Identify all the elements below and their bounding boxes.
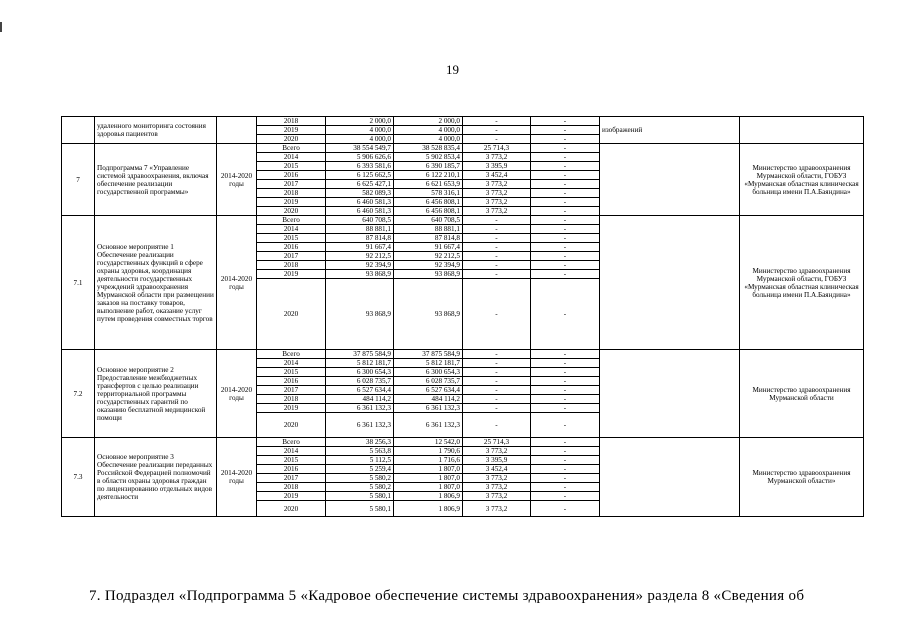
page-number: 19 xyxy=(446,62,459,77)
federal-budget-cell: - xyxy=(463,234,531,243)
year-cell: 2019 xyxy=(257,270,326,279)
federal-budget-cell: 3 773,2 xyxy=(463,483,531,492)
row-number-cell xyxy=(62,117,95,144)
federal-budget-cell: 3 773,2 xyxy=(463,447,531,456)
total-cell: 6 393 581,6 xyxy=(326,162,394,171)
other-sources-cell: - xyxy=(531,413,600,438)
year-cell: 2018 xyxy=(257,189,326,198)
other-sources-cell: - xyxy=(531,180,600,189)
other-sources-cell: - xyxy=(531,447,600,456)
other-sources-cell: - xyxy=(531,261,600,270)
other-sources-cell: - xyxy=(531,234,600,243)
table-body xyxy=(62,117,864,517)
federal-budget-cell: - xyxy=(463,261,531,270)
year-cell: 2014 xyxy=(257,225,326,234)
row-number-cell: 7.1 xyxy=(62,216,95,350)
page-edge-mark xyxy=(0,22,2,32)
regional-budget-cell: 6 621 653,9 xyxy=(394,180,463,189)
regional-budget-cell: 2 000,0 xyxy=(394,117,463,126)
total-cell: 5 580,2 xyxy=(326,474,394,483)
other-sources-cell: - xyxy=(531,359,600,368)
regional-budget-cell: 1 790,6 xyxy=(394,447,463,456)
total-cell: 6 300 654,3 xyxy=(326,368,394,377)
regional-budget-cell: 1 806,9 xyxy=(394,501,463,517)
table-row xyxy=(62,144,864,153)
year-cell: 2017 xyxy=(257,180,326,189)
year-cell: 2016 xyxy=(257,465,326,474)
year-cell: 2017 xyxy=(257,386,326,395)
total-cell: 5 259,4 xyxy=(326,465,394,474)
year-cell: 2019 xyxy=(257,404,326,413)
year-cell: 2018 xyxy=(257,483,326,492)
other-sources-cell: - xyxy=(531,216,600,225)
other-sources-cell: - xyxy=(531,395,600,404)
row-number-cell: 7.3 xyxy=(62,438,95,517)
regional-budget-cell: 578 316,1 xyxy=(394,189,463,198)
year-cell: 2017 xyxy=(257,474,326,483)
regional-budget-cell: 92 212,5 xyxy=(394,252,463,261)
year-cell: 2020 xyxy=(257,135,326,144)
activity-name-cell: Основное мероприятие 3 Обеспечение реализации переданных Российской Федерацией полномочий в области охраны здоровья граждан по лицензированию отдельных видов деятельности xyxy=(95,438,217,517)
other-sources-cell: - xyxy=(531,270,600,279)
regional-budget-cell: 92 394,9 xyxy=(394,261,463,270)
regional-budget-cell: 1 807,0 xyxy=(394,474,463,483)
other-sources-cell: - xyxy=(531,368,600,377)
year-cell: 2019 xyxy=(257,126,326,135)
federal-budget-cell: 3 773,2 xyxy=(463,153,531,162)
total-cell: 582 089,3 xyxy=(326,189,394,198)
total-cell: 6 125 662,5 xyxy=(326,171,394,180)
other-sources-cell: - xyxy=(531,474,600,483)
other-sources-cell: - xyxy=(531,207,600,216)
total-cell: 38 256,3 xyxy=(326,438,394,447)
total-cell: 37 875 584,9 xyxy=(326,350,394,359)
total-cell: 4 000,0 xyxy=(326,126,394,135)
year-cell: 2018 xyxy=(257,261,326,270)
regional-budget-cell: 6 361 132,3 xyxy=(394,404,463,413)
federal-budget-cell: 25 714,3 xyxy=(463,438,531,447)
year-cell: 2020 xyxy=(257,207,326,216)
table-row xyxy=(62,438,864,447)
year-cell: 2015 xyxy=(257,456,326,465)
year-cell: 2020 xyxy=(257,501,326,517)
federal-budget-cell: - xyxy=(463,359,531,368)
year-cell: 2017 xyxy=(257,252,326,261)
responsible-cell xyxy=(740,117,864,144)
federal-budget-cell: 3 773,2 xyxy=(463,189,531,198)
total-cell: 2 000,0 xyxy=(326,117,394,126)
year-cell: 2018 xyxy=(257,117,326,126)
total-cell: 5 812 181,7 xyxy=(326,359,394,368)
total-cell: 92 212,5 xyxy=(326,252,394,261)
total-cell: 6 527 634,4 xyxy=(326,386,394,395)
other-sources-cell: - xyxy=(531,126,600,135)
other-sources-cell: - xyxy=(531,350,600,359)
other-sources-cell: - xyxy=(531,252,600,261)
regional-budget-cell: 4 000,0 xyxy=(394,135,463,144)
total-cell: 38 554 549,7 xyxy=(326,144,394,153)
result-cell xyxy=(600,216,740,350)
federal-budget-cell: - xyxy=(463,395,531,404)
other-sources-cell: - xyxy=(531,501,600,517)
year-cell: 2015 xyxy=(257,162,326,171)
year-cell: Всего xyxy=(257,438,326,447)
regional-budget-cell: 6 122 210,1 xyxy=(394,171,463,180)
total-cell: 484 114,2 xyxy=(326,395,394,404)
total-cell: 6 625 427,1 xyxy=(326,180,394,189)
regional-budget-cell: 6 527 634,4 xyxy=(394,386,463,395)
year-cell: 2018 xyxy=(257,395,326,404)
result-cell xyxy=(600,144,740,216)
row-number-cell: 7 xyxy=(62,144,95,216)
other-sources-cell: - xyxy=(531,144,600,153)
year-cell: 2014 xyxy=(257,447,326,456)
period-cell xyxy=(217,117,257,144)
responsible-cell: Министерство здравоохранения Мурманской области xyxy=(740,350,864,438)
federal-budget-cell: 3 773,2 xyxy=(463,207,531,216)
total-cell: 5 906 626,6 xyxy=(326,153,394,162)
table-row xyxy=(62,117,864,126)
federal-budget-cell: 3 773,2 xyxy=(463,180,531,189)
regional-budget-cell: 37 875 584,9 xyxy=(394,350,463,359)
federal-budget-cell: - xyxy=(463,368,531,377)
year-cell: 2015 xyxy=(257,368,326,377)
total-cell: 5 580,1 xyxy=(326,501,394,517)
other-sources-cell: - xyxy=(531,225,600,234)
other-sources-cell: - xyxy=(531,438,600,447)
federal-budget-cell: - xyxy=(463,135,531,144)
responsible-cell: Министерство здравоохранения Мурманской области, ГОБУЗ «Мурманская областная клиническая больница имени П.А.Баяндина» xyxy=(740,216,864,350)
total-cell: 93 868,9 xyxy=(326,279,394,350)
year-cell: 2016 xyxy=(257,171,326,180)
total-cell: 6 460 581,3 xyxy=(326,207,394,216)
federal-budget-cell: 3 395,9 xyxy=(463,162,531,171)
federal-budget-cell: 3 773,2 xyxy=(463,474,531,483)
federal-budget-cell: - xyxy=(463,386,531,395)
regional-budget-cell: 640 708,5 xyxy=(394,216,463,225)
federal-budget-cell: - xyxy=(463,126,531,135)
year-cell: 2019 xyxy=(257,198,326,207)
regional-budget-cell: 12 542,0 xyxy=(394,438,463,447)
federal-budget-cell: - xyxy=(463,243,531,252)
total-cell: 91 667,4 xyxy=(326,243,394,252)
total-cell: 92 394,9 xyxy=(326,261,394,270)
federal-budget-cell: 3 773,2 xyxy=(463,492,531,501)
other-sources-cell: - xyxy=(531,198,600,207)
regional-budget-cell: 93 868,9 xyxy=(394,279,463,350)
other-sources-cell: - xyxy=(531,492,600,501)
federal-budget-cell: - xyxy=(463,270,531,279)
regional-budget-cell: 6 361 132,3 xyxy=(394,413,463,438)
federal-budget-cell: 3 452,4 xyxy=(463,171,531,180)
federal-budget-cell: 25 714,3 xyxy=(463,144,531,153)
result-cell xyxy=(600,350,740,438)
footer-text: 7. Подраздел «Подпрограмма 5 «Кадровое обеспечение системы здравоохранения» раздела 8 «Сведения об xyxy=(89,588,805,604)
other-sources-cell: - xyxy=(531,279,600,350)
regional-budget-cell: 88 881,1 xyxy=(394,225,463,234)
regional-budget-cell: 484 114,2 xyxy=(394,395,463,404)
other-sources-cell: - xyxy=(531,117,600,126)
federal-budget-cell: - xyxy=(463,225,531,234)
other-sources-cell: - xyxy=(531,404,600,413)
result-cell xyxy=(600,438,740,517)
federal-budget-cell: 3 395,9 xyxy=(463,456,531,465)
period-cell: 2014-2020 годы xyxy=(217,438,257,517)
total-cell: 5 112,5 xyxy=(326,456,394,465)
year-cell: Всего xyxy=(257,216,326,225)
federal-budget-cell: 3 773,2 xyxy=(463,198,531,207)
year-cell: 2016 xyxy=(257,377,326,386)
regional-budget-cell: 6 390 185,7 xyxy=(394,162,463,171)
other-sources-cell: - xyxy=(531,377,600,386)
total-cell: 4 000,0 xyxy=(326,135,394,144)
year-cell: 2019 xyxy=(257,492,326,501)
regional-budget-cell: 93 868,9 xyxy=(394,270,463,279)
other-sources-cell: - xyxy=(531,456,600,465)
regional-budget-cell: 1 716,6 xyxy=(394,456,463,465)
year-cell: 2020 xyxy=(257,279,326,350)
result-cell: изображений xyxy=(600,117,740,144)
federal-budget-cell: - xyxy=(463,117,531,126)
total-cell: 87 814,8 xyxy=(326,234,394,243)
regional-budget-cell: 87 814,8 xyxy=(394,234,463,243)
regional-budget-cell: 5 902 853,4 xyxy=(394,153,463,162)
total-cell: 5 580,2 xyxy=(326,483,394,492)
regional-budget-cell: 91 667,4 xyxy=(394,243,463,252)
federal-budget-cell: - xyxy=(463,279,531,350)
other-sources-cell: - xyxy=(531,153,600,162)
total-cell: 5 563,8 xyxy=(326,447,394,456)
other-sources-cell: - xyxy=(531,189,600,198)
table-row xyxy=(62,350,864,359)
federal-budget-cell: - xyxy=(463,413,531,438)
federal-budget-cell: 3 773,2 xyxy=(463,501,531,517)
total-cell: 6 361 132,3 xyxy=(326,413,394,438)
year-cell: 2015 xyxy=(257,234,326,243)
other-sources-cell: - xyxy=(531,243,600,252)
other-sources-cell: - xyxy=(531,171,600,180)
responsible-cell: Министерство здравоохранения Мурманской области, ГОБУЗ «Мурманская областная клиническая больница имени П.А.Баяндина» xyxy=(740,144,864,216)
period-cell: 2014-2020 годы xyxy=(217,216,257,350)
total-cell: 6 028 735,7 xyxy=(326,377,394,386)
regional-budget-cell: 5 812 181,7 xyxy=(394,359,463,368)
activity-name-cell: Основное мероприятие 1 Обеспечение реализации государственных функций в сфере охраны здоровья, координация деятельности государственных учреждений здравоохранения Мурманской области при размещении заказов на поставку товаров, выполнение работ, оказание услуг путем проведения совместных торгов xyxy=(95,216,217,350)
total-cell: 5 580,1 xyxy=(326,492,394,501)
year-cell: 2014 xyxy=(257,153,326,162)
regional-budget-cell: 38 528 835,4 xyxy=(394,144,463,153)
activity-name-cell: Основное мероприятие 2 Предоставление межбюджетных трансфертов с целью реализации территориальной программы государственных гарантий по оказанию бесплатной медицинской помощи xyxy=(95,350,217,438)
period-cell: 2014-2020 годы xyxy=(217,144,257,216)
regional-budget-cell: 6 300 654,3 xyxy=(394,368,463,377)
federal-budget-cell: - xyxy=(463,216,531,225)
year-cell: 2014 xyxy=(257,359,326,368)
responsible-cell: Министерство здравоохранения Мурманской области» xyxy=(740,438,864,517)
other-sources-cell: - xyxy=(531,135,600,144)
year-cell: Всего xyxy=(257,144,326,153)
regional-budget-cell: 6 456 808,1 xyxy=(394,198,463,207)
total-cell: 640 708,5 xyxy=(326,216,394,225)
regional-budget-cell: 1 806,9 xyxy=(394,492,463,501)
total-cell: 88 881,1 xyxy=(326,225,394,234)
regional-budget-cell: 1 807,0 xyxy=(394,465,463,474)
other-sources-cell: - xyxy=(531,162,600,171)
table-row xyxy=(62,216,864,225)
period-cell: 2014-2020 годы xyxy=(217,350,257,438)
total-cell: 6 460 581,3 xyxy=(326,198,394,207)
regional-budget-cell: 1 807,0 xyxy=(394,483,463,492)
other-sources-cell: - xyxy=(531,483,600,492)
federal-budget-cell: - xyxy=(463,377,531,386)
regional-budget-cell: 6 456 808,1 xyxy=(394,207,463,216)
activity-name-cell: удаленного мониторинга состояния здоровья пациентов xyxy=(95,117,217,144)
federal-budget-cell: - xyxy=(463,350,531,359)
federal-budget-cell: - xyxy=(463,404,531,413)
year-cell: 2016 xyxy=(257,243,326,252)
row-number-cell: 7.2 xyxy=(62,350,95,438)
regional-budget-cell: 4 000,0 xyxy=(394,126,463,135)
funding-table xyxy=(61,116,864,517)
total-cell: 6 361 132,3 xyxy=(326,404,394,413)
other-sources-cell: - xyxy=(531,386,600,395)
federal-budget-cell: - xyxy=(463,252,531,261)
year-cell: 2020 xyxy=(257,413,326,438)
total-cell: 93 868,9 xyxy=(326,270,394,279)
federal-budget-cell: 3 452,4 xyxy=(463,465,531,474)
other-sources-cell: - xyxy=(531,465,600,474)
year-cell: Всего xyxy=(257,350,326,359)
regional-budget-cell: 6 028 735,7 xyxy=(394,377,463,386)
activity-name-cell: Подпрограмма 7 «Управление системой здравоохранения, включая обеспечение реализации государственной программы» xyxy=(95,144,217,216)
